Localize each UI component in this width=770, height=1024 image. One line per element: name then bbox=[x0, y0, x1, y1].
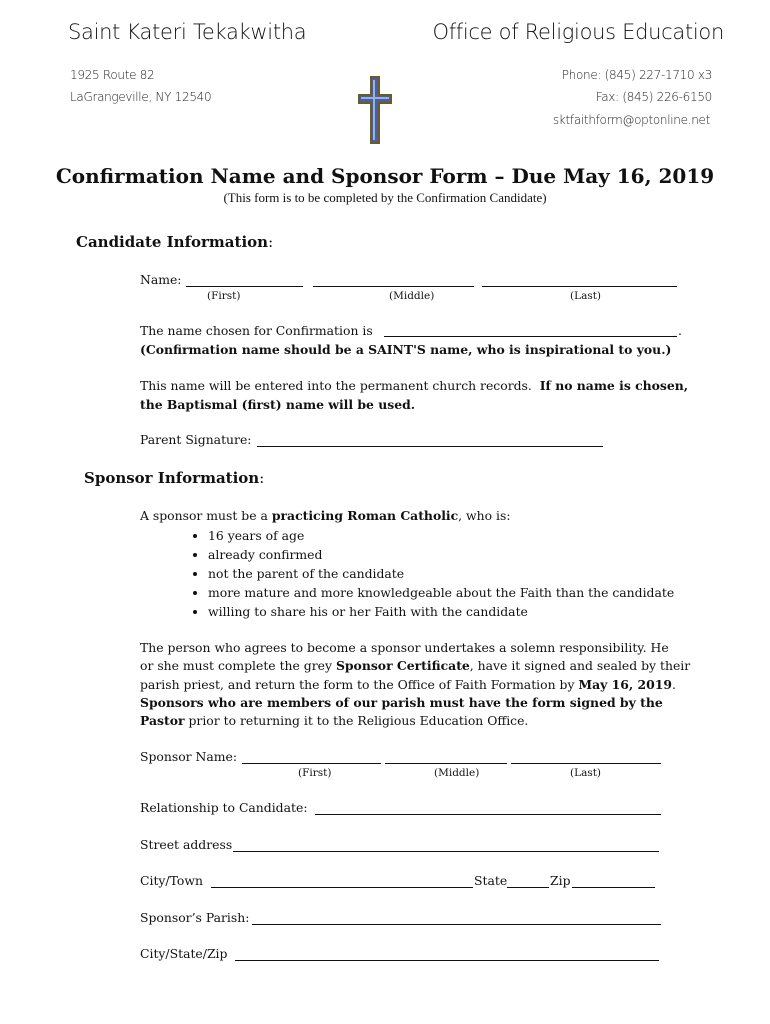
state-label: State bbox=[474, 873, 508, 888]
candidate-first-caption: (First) bbox=[207, 290, 241, 302]
sponsor-middle-caption: (Middle) bbox=[434, 767, 480, 779]
records-bold-1: If no name is chosen, bbox=[539, 378, 689, 393]
para2-c: , have it signed and sealed by their bbox=[469, 658, 691, 673]
saint-name-note: (Confirmation name should be a SAINT'S name, who is inspirational to you.) bbox=[140, 342, 672, 357]
sponsor-para-line-3 bbox=[140, 677, 676, 692]
address-line-2: LaGrangeville, NY 12540 bbox=[70, 90, 212, 104]
para3-a: parish priest, and return the form to the Office of Faith Formation by bbox=[140, 677, 575, 692]
list-item: • not the parent of the candidate bbox=[208, 564, 674, 583]
sponsor-intro bbox=[140, 508, 511, 523]
sponsor-last-caption: (Last) bbox=[570, 767, 602, 779]
sponsor-name-label: Sponsor Name: bbox=[140, 749, 238, 764]
office-name: Office of Religious Education bbox=[432, 20, 724, 44]
state-field[interactable] bbox=[507, 887, 549, 888]
sponsor-parish-field[interactable] bbox=[252, 924, 661, 925]
form-title: Confirmation Name and Sponsor Form – Due May 16, 2019 bbox=[55, 164, 715, 188]
sponsor-heading-text: Sponsor Information bbox=[84, 469, 260, 487]
sponsor-first-name-field[interactable] bbox=[242, 763, 381, 764]
sponsor-parish-label: Sponsor’s Parish: bbox=[140, 910, 250, 925]
records-plain: This name will be entered into the permanent church records. bbox=[140, 378, 532, 393]
sponsor-para-line-1: The person who agrees to become a sponsor undertakes a solemn responsibility. He bbox=[140, 640, 669, 655]
para3-b: May 16, 2019 bbox=[578, 677, 673, 692]
para2-b: Sponsor Certificate bbox=[335, 658, 470, 673]
list-item: • 16 years of age bbox=[208, 526, 674, 545]
street-address-label: Street address bbox=[140, 837, 233, 852]
para5-b: prior to returning it to the Religious Education Office. bbox=[188, 713, 529, 728]
para2-a: or she must complete the grey bbox=[140, 658, 332, 673]
candidate-last-name-field[interactable] bbox=[482, 286, 677, 287]
city-state-zip-field[interactable] bbox=[235, 960, 659, 961]
fax-number: Fax: (845) 226-6150 bbox=[595, 90, 712, 104]
city-state-zip-label: City/State/Zip bbox=[140, 946, 228, 961]
sponsor-heading-colon: : bbox=[259, 469, 265, 487]
candidate-middle-name-field[interactable] bbox=[313, 286, 474, 287]
sponsor-para-line-2 bbox=[140, 658, 690, 673]
records-text bbox=[140, 378, 688, 393]
sponsor-heading bbox=[84, 469, 264, 487]
sponsor-middle-name-field[interactable] bbox=[385, 763, 507, 764]
sponsor-intro-plain: A sponsor must be a bbox=[140, 508, 268, 523]
city-town-label: City/Town bbox=[140, 873, 203, 888]
sponsor-intro-bold: practicing Roman Catholic bbox=[271, 508, 459, 523]
candidate-name-label: Name: bbox=[140, 272, 182, 287]
city-town-field[interactable] bbox=[211, 887, 473, 888]
sponsor-last-name-field[interactable] bbox=[511, 763, 661, 764]
candidate-heading bbox=[76, 233, 273, 251]
confirmation-name-label: The name chosen for Confirmation is bbox=[140, 323, 373, 338]
parish-name: Saint Kateri Tekakwitha bbox=[68, 20, 307, 44]
relationship-field[interactable] bbox=[315, 814, 661, 815]
sponsor-first-caption: (First) bbox=[298, 767, 332, 779]
form-subtitle: (This form is to be completed by the Confirmation Candidate) bbox=[223, 190, 547, 205]
email-address: sktfaithform@optonline.net bbox=[552, 113, 710, 127]
candidate-last-caption: (Last) bbox=[570, 290, 602, 302]
cross-icon bbox=[356, 74, 394, 146]
candidate-middle-caption: (Middle) bbox=[389, 290, 435, 302]
sponsor-intro-end: , who is: bbox=[458, 508, 511, 523]
sponsor-requirements-list bbox=[190, 526, 674, 621]
phone-number: Phone: (845) 227-1710 x3 bbox=[561, 68, 712, 82]
confirmation-name-field[interactable] bbox=[384, 336, 677, 337]
zip-field[interactable] bbox=[572, 887, 655, 888]
sponsor-para-line-4: Sponsors who are members of our parish must have the form signed by the bbox=[140, 695, 663, 710]
address-line-1: 1925 Route 82 bbox=[70, 68, 155, 82]
parent-signature-field[interactable] bbox=[257, 446, 603, 447]
candidate-heading-colon: : bbox=[268, 233, 274, 251]
list-item: • more mature and more knowledgeable about the Faith than the candidate bbox=[208, 583, 674, 602]
list-item: • already confirmed bbox=[208, 545, 674, 564]
parent-signature-label: Parent Signature: bbox=[140, 432, 252, 447]
sponsor-para-line-5 bbox=[140, 713, 528, 728]
street-address-field[interactable] bbox=[233, 851, 659, 852]
zip-label: Zip bbox=[550, 873, 571, 888]
records-bold-2: the Baptismal (first) name will be used. bbox=[140, 397, 416, 412]
relationship-label: Relationship to Candidate: bbox=[140, 800, 308, 815]
para3-c: . bbox=[672, 677, 676, 692]
list-item: • willing to share his or her Faith with the candidate bbox=[208, 602, 674, 621]
candidate-heading-text: Candidate Information bbox=[76, 233, 269, 251]
candidate-first-name-field[interactable] bbox=[186, 286, 303, 287]
confirmation-name-period: . bbox=[678, 323, 682, 338]
para5-a: Pastor bbox=[140, 713, 185, 728]
